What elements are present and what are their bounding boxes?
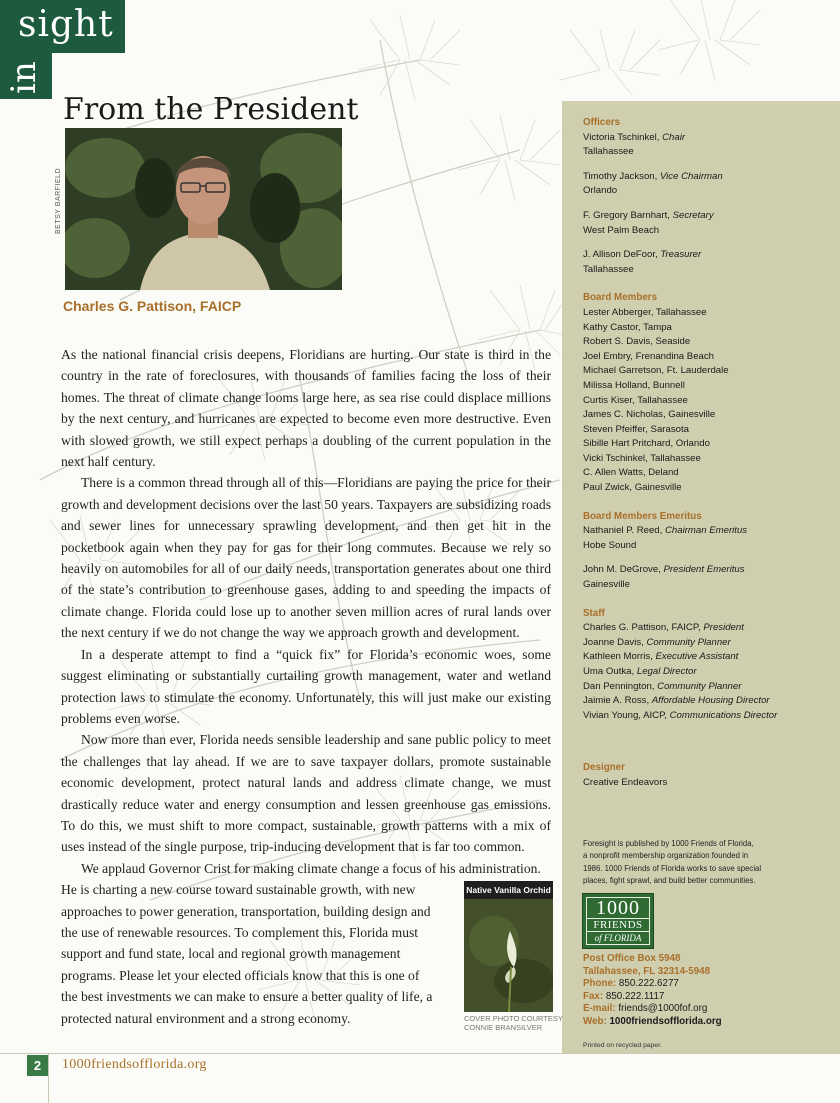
paragraph-line: We applaud Governor Crist for making climate change a focus of his administration. [81, 860, 541, 876]
staff-title: Community Planner [657, 680, 742, 692]
officer-city: Orlando [583, 185, 618, 197]
contact-web [583, 1016, 833, 1029]
publication-note-line: 1986. 1000 Friends of Florida works to save special [583, 863, 762, 873]
board-member: Kathy Castor, Tampa [583, 321, 672, 333]
officer-name: J. Allison DeFoor, [583, 249, 661, 261]
staff-title: Affordable Housing Director [651, 695, 770, 707]
paragraph-line: the use of renewable resources. To complement this, Florida must [61, 924, 419, 940]
officer-city: Tallahassee [583, 146, 634, 158]
board-member: Milissa Holland, Bunnell [583, 379, 685, 391]
paragraph: In a desperate attempt to find a “quick fix” for Florida’s economic woes, some suggest eliminating or substantially curtailing growth management, water and wetland protection laws to stimulate the economy. Unfortunately, this will just make our existing problems even worse. [61, 646, 551, 726]
emeritus-entry [583, 524, 833, 553]
board-member: Paul Zwick, Gainesville [583, 482, 682, 494]
emeritus-entry [583, 563, 833, 592]
board-member: C. Allen Watts, Deland [583, 467, 679, 479]
email-link[interactable]: friends@1000fof.org [615, 1003, 708, 1015]
staff-heading: Staff [583, 607, 605, 619]
publication-note [583, 838, 833, 888]
cover-credit-line: COVER PHOTO COURTESY [464, 1014, 563, 1023]
organization-logo [582, 893, 654, 949]
publication-note-line: places, fight sprawl, and build better communities. [583, 876, 756, 886]
board-member: James C. Nicholas, Gainesville [583, 409, 716, 421]
officer-city: Tallahassee [583, 263, 634, 275]
emeritus-city: Hobe Sound [583, 539, 637, 551]
staff-title: Executive Assistant [655, 651, 739, 663]
paragraph-line: protected natural environment and a strong economy. [61, 1010, 351, 1026]
emeritus-name: Nathaniel P. Reed, [583, 525, 665, 537]
paragraph: As the national financial crisis deepens, Floridians are hurting. Our state is third in the country in the rate of foreclosures, with thousands of families facing the loss of their homes. The threat of climate change looms large here, as sea rise could displace millions by the next century, and hurricanes are expected to become even more destructive. Even with slowed growth, we still expect perhaps a doubling of the current population in the next half century. [61, 347, 551, 470]
paragraph: There is a common thread through all of this—Floridians are paying the price for their growth and development decisions over the last 50 years. Taxpayers are subsidizing roads and sewer lines for unnecessary sprawling development, and then get hit in the pocketbook again when they pay for gas for their long commutes. Because we rely so heavily on automobiles for all of our daily needs, transportation generates about one third of the state’s contribution to greenhouse gases, adding to and speeding the impacts of climate change. Florida could lose up to another seven million acres of rural lands over the next century if we do not change the way we approach growth and development. [61, 475, 551, 641]
staff-member [583, 621, 833, 636]
officer-name: Timothy Jackson, [583, 170, 660, 182]
fax-value: 850.222.1117 [603, 990, 665, 1002]
emeritus-heading: Board Members Emeritus [583, 510, 702, 522]
staff-title: President [703, 622, 744, 634]
officer-entry [583, 170, 833, 199]
staff-name: Uma Outka, [583, 666, 637, 677]
web-link[interactable]: 1000friendsofflorida.org [606, 1015, 722, 1027]
paragraph-line: He is charting a new course toward sustainable growth, with new [61, 882, 416, 898]
contact-fax [583, 991, 833, 1004]
officer-entry [583, 209, 833, 238]
paragraph-line: the best investments we can make to ensure a better quality of life, a [61, 989, 433, 1005]
staff-name: Charles G. Pattison, FAICP, [583, 622, 704, 634]
phone-label: Phone: [583, 978, 617, 990]
photo-credit: BETSY BARFIELD [55, 167, 62, 234]
officer-title: Treasurer [660, 249, 702, 261]
board-member: Sibille Hart Pritchard, Orlando [583, 438, 710, 450]
staff-title: Community Planner [646, 636, 731, 648]
page-title: From the President [63, 92, 359, 127]
emeritus-title: President Emeritus [663, 564, 745, 576]
board-heading: Board Members [583, 292, 658, 304]
recycled-paper-note: Printed on recycled paper. [583, 1042, 662, 1049]
emeritus-title: Chairman Emeritus [664, 525, 748, 537]
logo-friends: FRIENDS [587, 918, 649, 931]
paragraph-line: programs. Please let your elected officials know that this is one of [61, 967, 420, 983]
page-number: 2 [27, 1055, 48, 1076]
paragraph-line: approaches to power generation, transportation, building design and [61, 903, 431, 919]
officer-name: Victoria Tschinkel, [583, 131, 663, 143]
footer-divider [0, 1053, 840, 1054]
logo-number: 1000 [596, 897, 640, 919]
publication-note-line: Foresight is published by 1000 Friends of Florida, [583, 839, 754, 848]
officers-heading: Officers [583, 117, 621, 128]
staff-member [583, 650, 833, 665]
officer-city: West Palm Beach [583, 224, 660, 236]
board-member: Steven Pfeiffer, Sarasota [583, 423, 689, 435]
masthead-sidebar [583, 116, 833, 791]
emeritus-name: John M. DeGrove, [583, 564, 664, 576]
contact-info [583, 953, 833, 1029]
footer-website-link[interactable]: 1000friendsofflorida.org [62, 1057, 207, 1072]
contact-city: Tallahassee, FL 32314-5948 [583, 965, 711, 977]
contact-pobox: Post Office Box 5948 [583, 953, 681, 964]
orchid-photo [464, 881, 553, 1012]
author-byline: Charles G. Pattison, FAICP [63, 298, 242, 314]
masthead-in-text: in [4, 61, 44, 94]
staff-member [583, 694, 833, 709]
officer-name: F. Gregory Barnhart, [583, 209, 673, 221]
cover-photo-credit [464, 1014, 574, 1032]
board-member: Michael Garretson, Ft. Lauderdale [583, 365, 729, 377]
publication-note-line: a nonprofit membership organization founded in [583, 851, 749, 861]
staff-member [583, 709, 833, 724]
paragraph-line: support and fund state, local and regional growth management [61, 946, 401, 962]
phone-value: 850.222.6277 [616, 978, 679, 990]
officer-title: Secretary [672, 209, 714, 221]
staff-name: Joanne Davis, [583, 636, 647, 648]
board-member: Lester Abberger, Tallahassee [583, 306, 707, 318]
staff-name: Vivian Young, AICP, [583, 709, 670, 721]
staff-name: Jaimie A. Ross, [583, 695, 652, 707]
board-member: Curtis Kiser, Tallahassee [583, 394, 688, 406]
contact-email [583, 1003, 833, 1016]
contact-phone [583, 978, 833, 991]
officer-title: Chair [662, 131, 686, 143]
masthead-sight-text: sight [18, 4, 114, 45]
president-photo [65, 128, 342, 290]
board-member: Joel Embry, Frenandina Beach [583, 350, 715, 362]
staff-name: Kathleen Morris, [583, 651, 656, 663]
paragraph: Now more than ever, Florida needs sensible leadership and sane public policy to meet the challenges that lay ahead. If we are to save taxpayer dollars, promote sustainable economic development, protect natural lands and address climate change, we must drastically reduce water and energy consumption and lessen greenhouse gas emissions. To do this, we must shift to more compact, sustainable, growth patterns with a mix of uses instead of the single purpose, trip-inducing development that is far too common. [61, 732, 551, 855]
fax-label: Fax: [583, 990, 604, 1002]
footer-vertical-divider [48, 1053, 49, 1103]
staff-member [583, 680, 833, 695]
officer-title: Vice Chairman [659, 170, 723, 182]
cover-credit-line: CONNIE BRANSILVER [464, 1023, 543, 1032]
staff-name: Dan Pennington, [583, 680, 658, 692]
staff-title: Communications Director [669, 709, 778, 721]
designer-heading: Designer [583, 762, 625, 774]
emeritus-city: Gainesville [583, 579, 630, 591]
web-label: Web: [583, 1015, 607, 1027]
staff-member [583, 665, 833, 680]
board-list [583, 306, 833, 496]
board-member: Robert S. Davis, Seaside [583, 336, 691, 348]
designer-name: Creative Endeavors [583, 776, 668, 788]
staff-title: Legal Director [636, 666, 697, 677]
orchid-photo-label: Native Vanilla Orchid [464, 881, 553, 899]
staff-list [583, 621, 833, 723]
staff-member [583, 636, 833, 651]
logo-of-florida: of FLORIDA [587, 931, 649, 944]
officer-entry [583, 248, 833, 277]
email-label: E-mail: [583, 1003, 616, 1015]
officer-entry [583, 131, 833, 160]
board-member: Vicki Tschinkel, Tallahassee [583, 452, 701, 464]
